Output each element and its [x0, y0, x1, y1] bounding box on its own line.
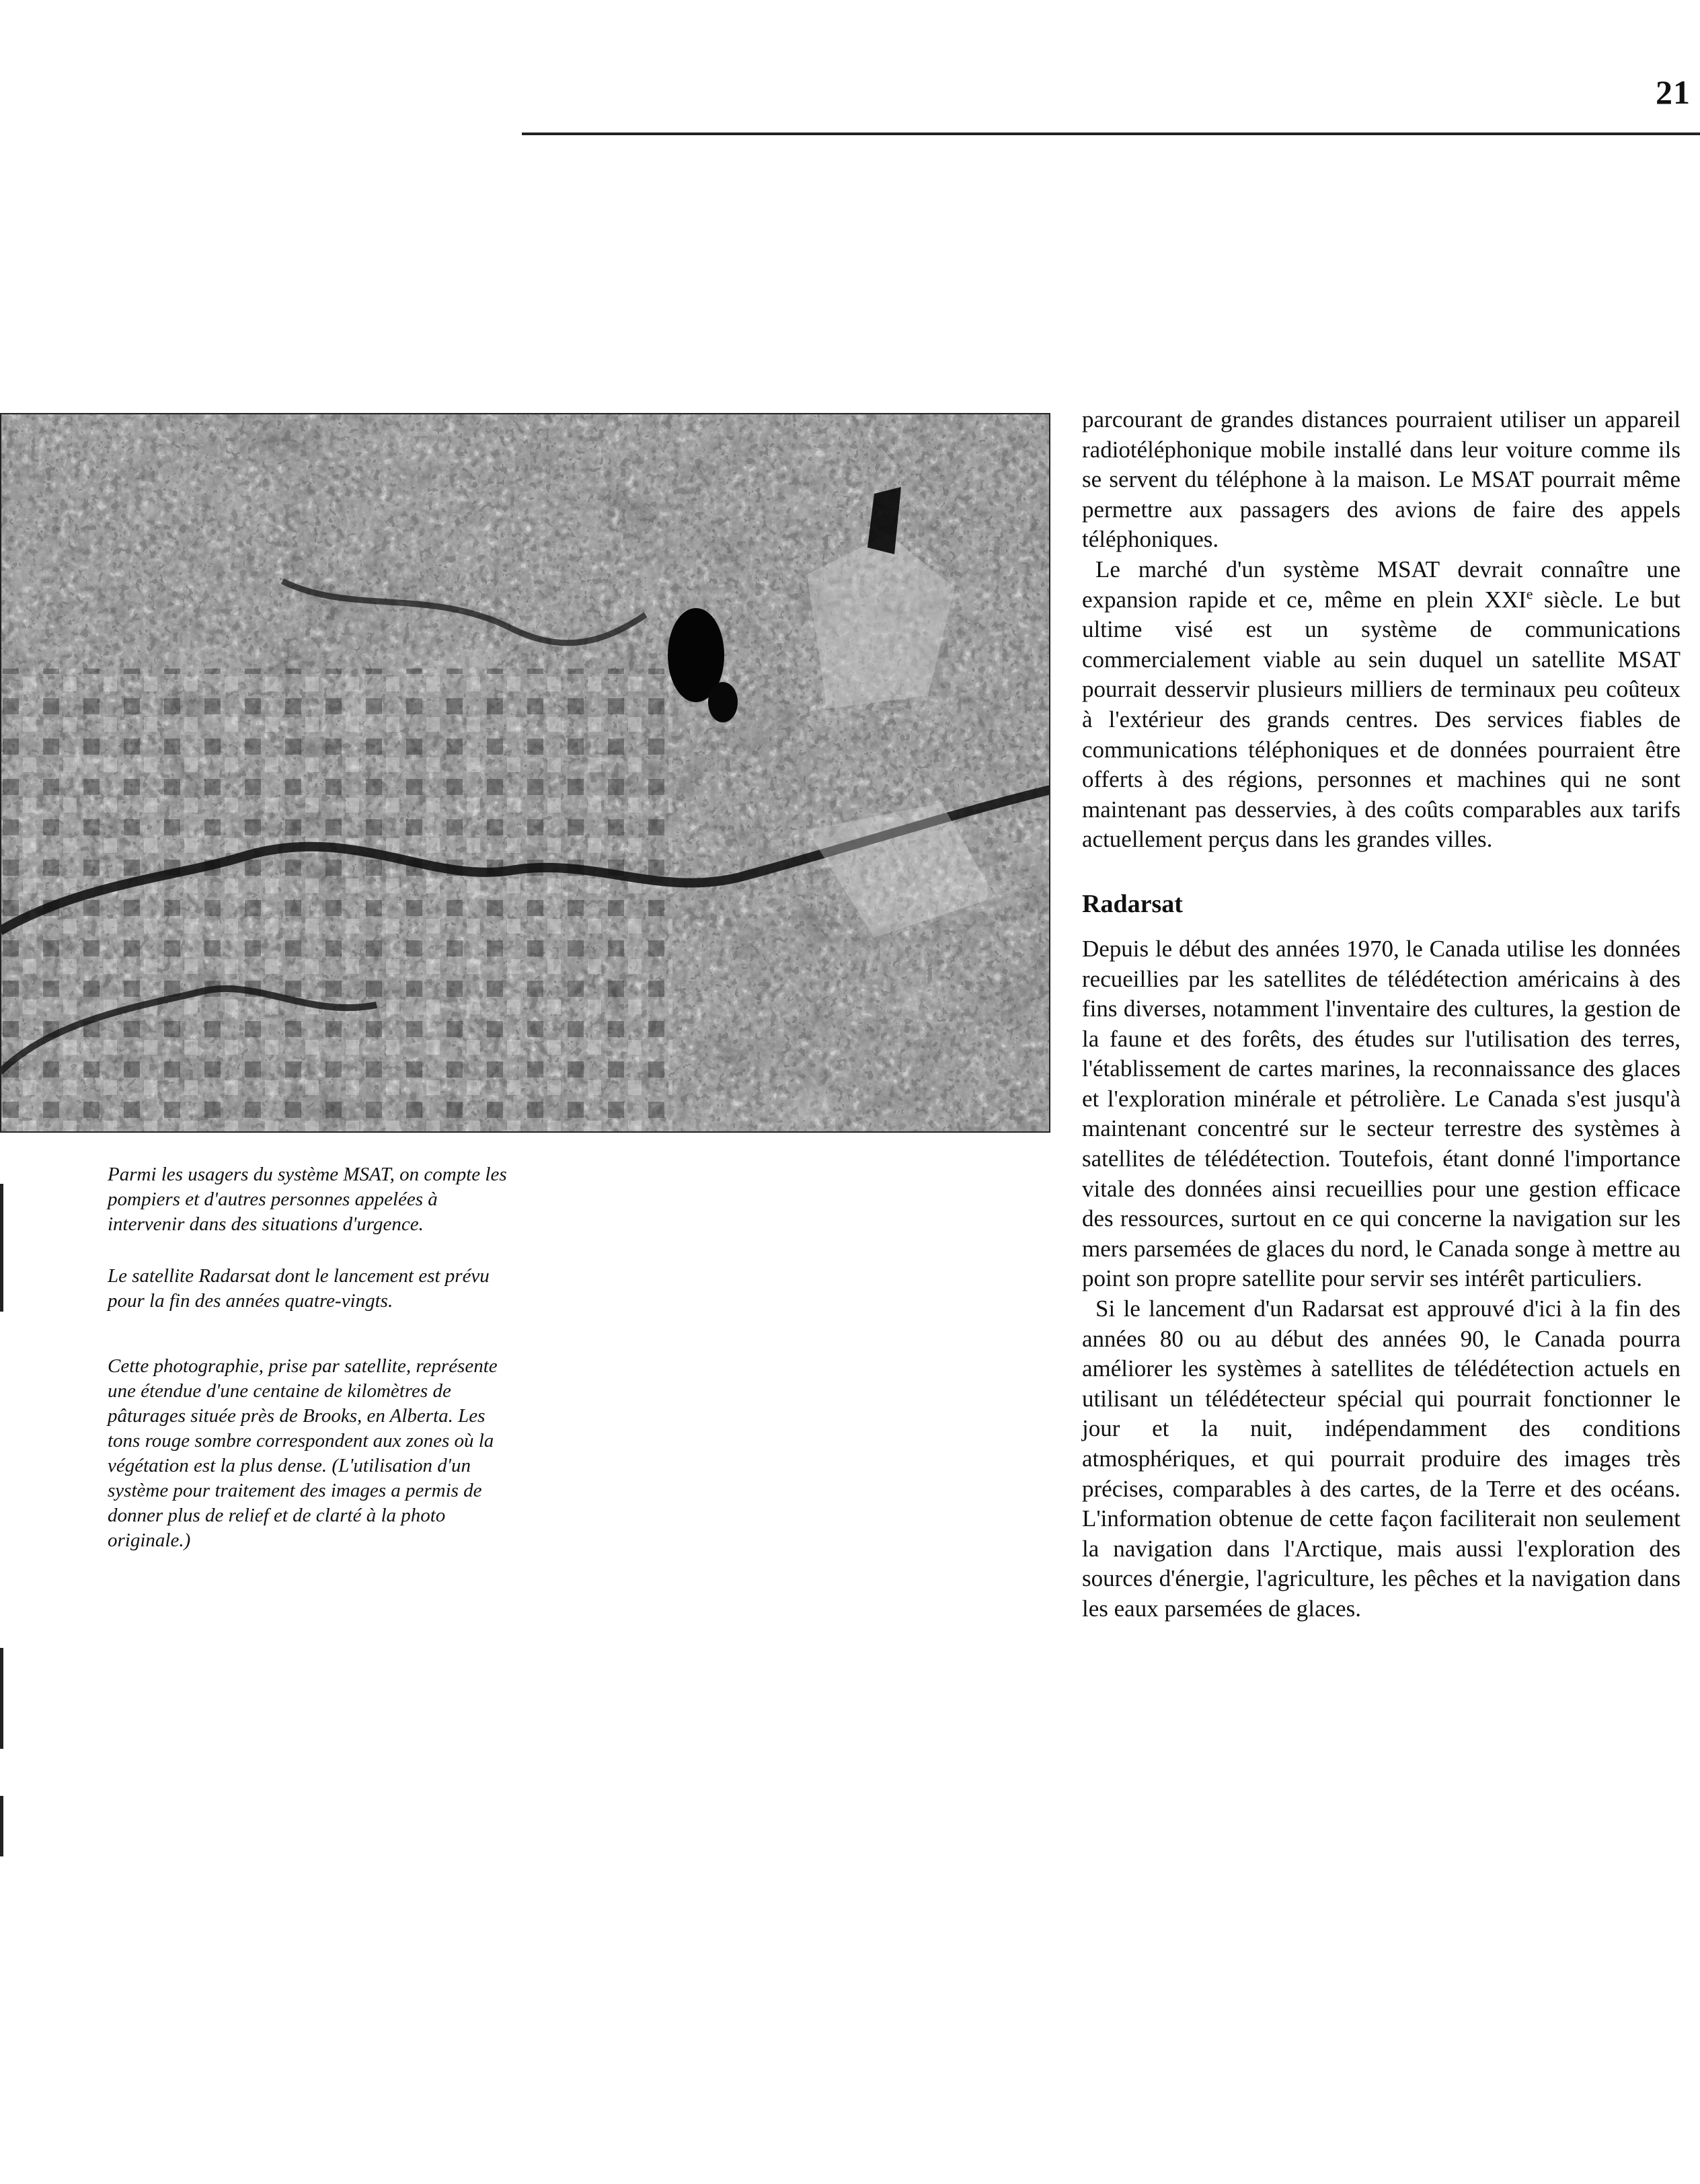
margin-bar — [0, 1796, 3, 1856]
satellite-photo — [0, 413, 1050, 1133]
page-number: 21 — [1656, 73, 1691, 111]
margin-bar — [0, 1648, 3, 1749]
caption-radarsat: Le satellite Radarsat dont le lancement est prévu pour la fin des années quatre-vingts. — [108, 1265, 490, 1312]
header-rule — [522, 133, 1700, 135]
scan-margin-marks — [0, 1137, 4, 2078]
paragraph-msat-market-start: Le marché d'un système MSAT devrait connaître une expansion rapide et ce, même en plein XXI — [1082, 556, 1680, 613]
caption-msat: Parmi les usagers du système MSAT, on compte les pompiers et d'autres personnes appelées à intervenir dans des situations d'urgence. — [108, 1164, 507, 1235]
paragraph-msat-continued: parcourant de grandes distances pourraient utiliser un appareil radiotéléphonique mobile installé dans leur voiture comme ils se servent du téléphone à la maison. Le MSAT pourrait même permettre aux passagers des avions de faire des appels téléphoniques. — [1082, 406, 1680, 553]
century-superscript: e — [1526, 585, 1533, 602]
paragraph-msat-market — [1082, 555, 1680, 855]
satellite-photo-icon — [0, 413, 1050, 1133]
body-column — [1082, 405, 1680, 1624]
paragraph-msat-market-end: siècle. Le but ultime visé est un système de communications commercialement viable au sein duquel un satellite MSAT pourrait desservir plusieurs milliers de terminaux peu coûteux à l'extérieur des grands centres. Des services fiables de communications téléphoniques et de données pourraient être offerts à des régions, personnes et machines qui ne sont maintenant pas desservies, à des coûts comparables aux tarifs actuellement perçus dans les grandes villes. — [1082, 586, 1681, 853]
section-heading-radarsat: Radarsat — [1082, 889, 1183, 918]
photo-captions — [108, 1162, 511, 1580]
paragraph-radarsat-intro: Depuis le début des années 1970, le Canada utilise les données recueillies par les satellites de télédétection américains à des fins diverses, notamment l'inventaire des cultures, la gestion de la faune et des forêts, des études sur l'utilisation des terres, l'établissement de cartes marines, la reconnaissance des glaces et l'exploration minérale et pétrolière. Le Canada s'est jusqu'à maintenant concentré sur le secteur terrestre des systèmes à satellites de télédétection. Toutefois, étant donné l'importance vitale des données ainsi recueillies pour une gestion efficace des ressources, surtout en ce qui concerne la navigation sur les mers parsemées de glaces du nord, le Canada songe à mettre au point son propre satellite pour servir ses intérêt particuliers. — [1082, 935, 1680, 1292]
margin-bar — [0, 1184, 3, 1312]
paragraph-radarsat-launch: Si le lancement d'un Radarsat est approuvé d'ici à la fin des années 80 ou au début des années 90, le Canada pourra améliorer les systèmes à satellites de télédétection actuels en utilisant un télédétecteur spécial qui pourrait fonctionner le jour et la nuit, indépendamment des conditions atmosphériques, et qui pourrait produire des images très précises, comparables à des cartes, de la Terre et des océans. L'information obtenue de cette façon faciliterait non seulement la navigation dans l'Arctique, mais aussi l'exploration des sources d'énergie, l'agriculture, les pêches et la navigation dans les eaux parsemées de glaces. — [1082, 1295, 1680, 1622]
caption-photo: Cette photographie, prise par satellite, représente une étendue d'une centaine de kilomètres de pâturages située près de Brooks, en Alberta. Les tons rouge sombre correspondent aux zones où la végétation est la plus dense. (L'utilisation d'un système pour traitement des images a permis de donner plus de relief et de clarté à la photo originale.) — [108, 1355, 498, 1551]
